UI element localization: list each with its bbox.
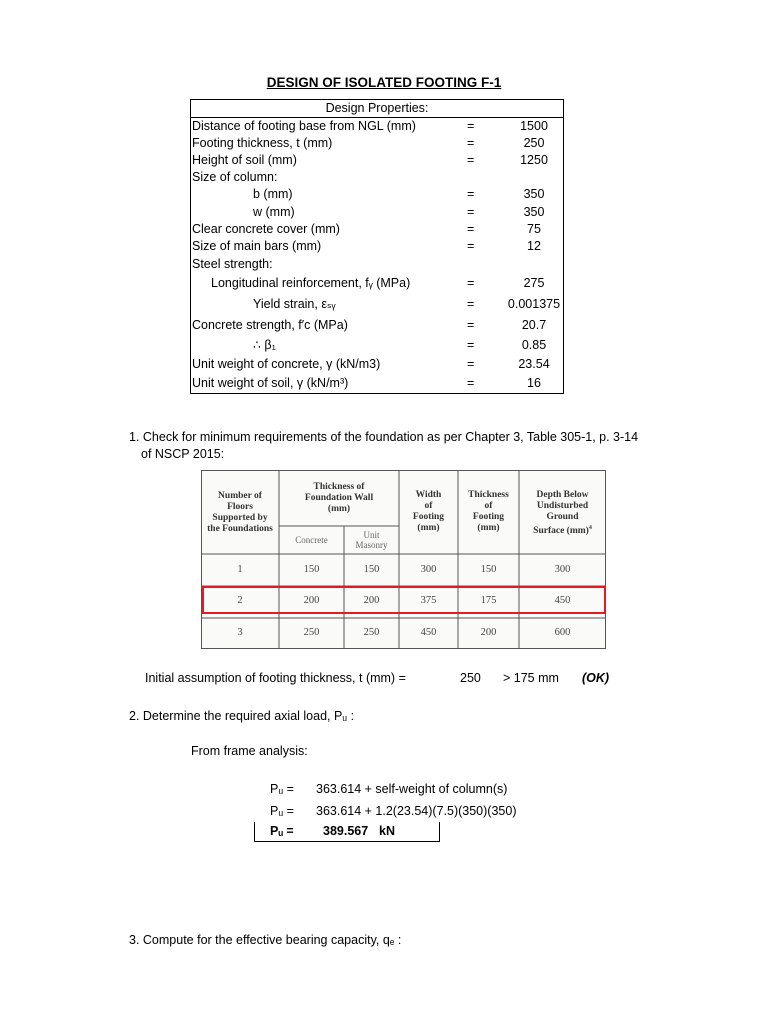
property-value: 75 bbox=[527, 222, 541, 236]
property-equals: = bbox=[467, 239, 475, 253]
assumption-label: Initial assumption of footing thickness, t (mm) = bbox=[145, 671, 406, 685]
header-depth-line: Undisturbed bbox=[536, 501, 589, 511]
cell-masonry: 250 bbox=[363, 627, 380, 638]
header-depth-line: Depth Below bbox=[536, 490, 589, 500]
cell-floors: 2 bbox=[237, 595, 243, 606]
header-floors-line: Supported by bbox=[212, 513, 268, 523]
cell-masonry: 150 bbox=[363, 564, 380, 575]
property-label: Yield strain, εₛᵧ bbox=[253, 297, 336, 311]
property-row bbox=[191, 151, 563, 169]
property-equals: = bbox=[467, 318, 475, 332]
assumption-value: 250 bbox=[460, 671, 481, 685]
pu-rhs: 363.614 + 1.2(23.54)(7.5)(350)(350) bbox=[316, 804, 517, 818]
property-value: 12 bbox=[527, 239, 541, 253]
step1-heading: 1. Check for minimum requirements of the foundation as per Chapter 3, Table 305-1, p. 3-14 bbox=[129, 430, 639, 444]
property-equals: = bbox=[467, 338, 475, 352]
step2-sub: From frame analysis: bbox=[191, 744, 308, 758]
property-label: Height of soil (mm) bbox=[192, 153, 297, 167]
pu-result-unit: kN bbox=[379, 824, 395, 838]
header-floors-line: Number of bbox=[218, 491, 262, 501]
step3-heading: 3. Compute for the effective bearing capacity, qₑ : bbox=[129, 933, 402, 947]
footnote-mark: 4 bbox=[588, 525, 592, 531]
pu-result-lhs: Pᵤ = bbox=[270, 824, 294, 838]
header-floors-line: Floors bbox=[227, 502, 253, 512]
property-label: Unit weight of concrete, γ (kN/m3) bbox=[192, 357, 381, 371]
subheader-masonry-line: Unit bbox=[363, 530, 380, 540]
nscp-table-image bbox=[201, 470, 606, 649]
property-label: Steel strength: bbox=[192, 257, 273, 271]
property-label: b (mm) bbox=[253, 187, 293, 201]
header-depth-line: Ground bbox=[546, 512, 579, 522]
header-depth-line bbox=[519, 523, 606, 537]
header-thickness-line: Footing bbox=[472, 512, 505, 522]
cell-depth: 450 bbox=[554, 595, 571, 606]
property-row bbox=[191, 274, 563, 292]
property-label: Footing thickness, t (mm) bbox=[192, 136, 333, 150]
property-row bbox=[191, 374, 563, 392]
property-equals: = bbox=[467, 357, 475, 371]
property-label: ∴ β₁ bbox=[253, 338, 276, 352]
cell-thickness: 175 bbox=[480, 595, 497, 606]
property-value: 275 bbox=[523, 276, 545, 290]
header-wall-line: Thickness of bbox=[313, 482, 365, 492]
highlight-row-2 bbox=[202, 586, 606, 614]
property-label: Size of column: bbox=[192, 170, 278, 184]
property-row bbox=[191, 316, 563, 334]
property-row bbox=[191, 117, 563, 135]
header-width-line: (mm) bbox=[417, 523, 440, 533]
property-equals: = bbox=[467, 153, 475, 167]
property-value: 350 bbox=[523, 205, 545, 219]
property-value: 0.85 bbox=[521, 338, 547, 352]
property-equals: = bbox=[467, 297, 475, 311]
property-row bbox=[191, 255, 563, 273]
pu-lhs: Pᵤ = bbox=[270, 782, 294, 796]
cell-depth: 300 bbox=[554, 564, 571, 575]
header-depth-text: Surface (mm) bbox=[533, 526, 589, 537]
header-wall-line: Foundation Wall bbox=[304, 493, 374, 503]
cell-thickness: 150 bbox=[480, 564, 497, 575]
assumption-compare: > 175 mm bbox=[503, 671, 559, 685]
property-row bbox=[191, 134, 563, 152]
property-equals: = bbox=[467, 205, 475, 219]
cell-width: 300 bbox=[420, 564, 437, 575]
property-label: Concrete strength, f′c (MPa) bbox=[192, 318, 348, 332]
property-equals: = bbox=[467, 376, 475, 390]
assumption-status: (OK) bbox=[582, 671, 610, 685]
property-row bbox=[191, 220, 563, 238]
property-equals: = bbox=[467, 187, 475, 201]
pu-lhs: Pᵤ = bbox=[270, 804, 294, 818]
header-width-line: Width bbox=[415, 490, 442, 500]
property-value: 1500 bbox=[520, 119, 548, 133]
subheader-masonry bbox=[344, 530, 399, 550]
header-thickness-line: Thickness bbox=[468, 490, 509, 500]
header-thickness-line: (mm) bbox=[477, 523, 500, 533]
header-thickness bbox=[458, 490, 519, 534]
cell-width: 450 bbox=[420, 627, 437, 638]
header-depth bbox=[519, 490, 606, 537]
property-value: 20.7 bbox=[521, 318, 547, 332]
property-label: w (mm) bbox=[253, 205, 295, 219]
property-value: 1250 bbox=[520, 153, 548, 167]
property-row bbox=[191, 336, 563, 354]
property-row bbox=[191, 295, 563, 313]
header-width-line: of bbox=[424, 501, 433, 511]
pu-rhs: 363.614 + self-weight of column(s) bbox=[316, 782, 508, 796]
header-width-line: Footing bbox=[412, 512, 445, 522]
property-row bbox=[191, 355, 563, 373]
cell-masonry: 200 bbox=[363, 595, 380, 606]
property-equals: = bbox=[467, 119, 475, 133]
property-row bbox=[191, 203, 563, 221]
header-thickness-line: of bbox=[484, 501, 493, 511]
page-title: DESIGN OF ISOLATED FOOTING F-1 bbox=[266, 75, 502, 90]
cell-depth: 600 bbox=[554, 627, 571, 638]
property-label: Distance of footing base from NGL (mm) bbox=[192, 119, 416, 133]
design-properties-header: Design Properties: bbox=[191, 100, 563, 118]
property-value: 250 bbox=[523, 136, 545, 150]
property-equals: = bbox=[467, 222, 475, 236]
header-floors bbox=[201, 491, 279, 535]
design-properties-table bbox=[190, 99, 564, 394]
cell-concrete: 150 bbox=[303, 564, 320, 575]
subheader-concrete: Concrete bbox=[295, 535, 328, 545]
property-row bbox=[191, 237, 563, 255]
header-wall bbox=[279, 482, 399, 515]
property-row bbox=[191, 168, 563, 186]
property-value: 350 bbox=[523, 187, 545, 201]
property-value: 23.54 bbox=[518, 357, 550, 371]
property-value: 0.001375 bbox=[507, 297, 561, 311]
step2-heading: 2. Determine the required axial load, Pᵤ : bbox=[129, 709, 355, 723]
subheader-masonry-line: Masonry bbox=[355, 540, 388, 550]
pu-result-value: 389.567 bbox=[323, 824, 369, 838]
property-equals: = bbox=[467, 136, 475, 150]
property-label: Longitudinal reinforcement, fᵧ (MPa) bbox=[211, 276, 411, 290]
cell-floors: 1 bbox=[237, 564, 243, 575]
header-wall-line: (mm) bbox=[327, 504, 351, 514]
property-label: Size of main bars (mm) bbox=[192, 239, 322, 253]
cell-concrete: 250 bbox=[303, 627, 320, 638]
property-label: Clear concrete cover (mm) bbox=[192, 222, 340, 236]
property-equals: = bbox=[467, 276, 475, 290]
header-width bbox=[399, 490, 458, 534]
cell-thickness: 200 bbox=[480, 627, 497, 638]
header-floors-line: the Foundations bbox=[207, 524, 273, 534]
cell-concrete: 200 bbox=[303, 595, 320, 606]
property-value: 16 bbox=[527, 376, 541, 390]
cell-floors: 3 bbox=[237, 627, 243, 638]
property-label: Unit weight of soil, γ (kN/m³) bbox=[192, 376, 349, 390]
step1-heading-cont: of NSCP 2015: bbox=[141, 447, 225, 461]
property-row bbox=[191, 185, 563, 203]
cell-width: 375 bbox=[420, 595, 437, 606]
